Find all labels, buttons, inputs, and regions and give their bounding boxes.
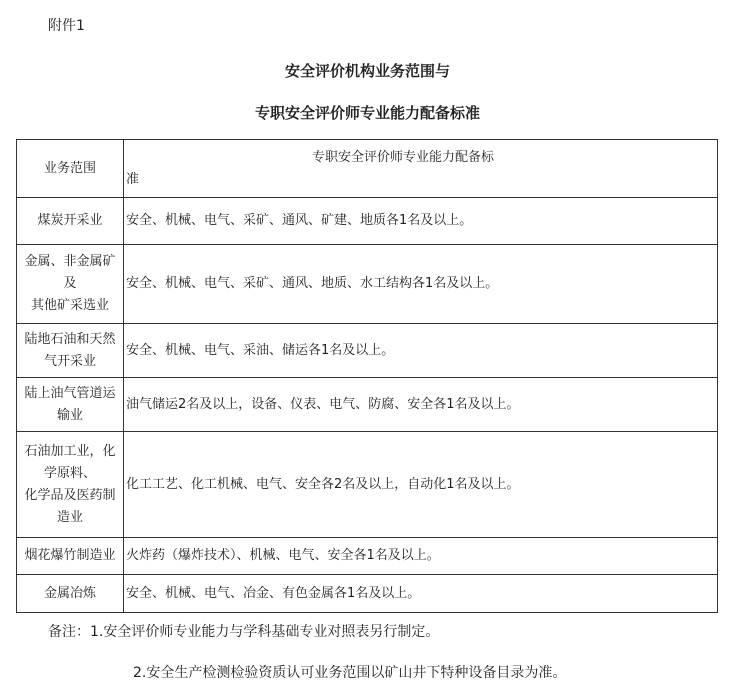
- scope-line: 其他矿采选业: [30, 298, 109, 313]
- attachment-label: 附件1: [48, 18, 85, 34]
- row-standard: 化工工艺、化工机械、电气、安全各2名及以上，自动化1名及以上。: [124, 432, 718, 538]
- note-1: 备注：1.安全评价师专业能力与学科基础专业对照表另行制定。: [48, 624, 440, 640]
- header-standard-line1: 专职安全评价师专业能力配备标: [312, 149, 495, 165]
- row-scope: [17, 432, 124, 538]
- row-scope: [17, 378, 124, 432]
- table-row: [17, 538, 718, 575]
- scope-line: 化学品及医药制: [24, 487, 116, 503]
- scope-line: 输业: [56, 407, 83, 423]
- table-row: [17, 378, 718, 432]
- row-scope: [17, 245, 124, 324]
- scope-line: 金属冶炼: [43, 585, 96, 601]
- table-row: [17, 245, 718, 324]
- row-standard: 安全、机械、电气、采油、储运各1名及以上。: [124, 324, 718, 378]
- table-row: [17, 198, 718, 245]
- scope-line: 陆上油气管道运: [24, 385, 116, 401]
- scope-line: 气开采业: [43, 353, 96, 369]
- row-scope: [17, 538, 124, 575]
- row-scope: [17, 198, 124, 245]
- table-row: [17, 432, 718, 538]
- row-standard: 火炸药（爆炸技术）、机械、电气、安全各1名及以上。: [124, 538, 718, 575]
- row-standard: 安全、机械、电气、采矿、通风、矿建、地质各1名及以上。: [124, 198, 718, 245]
- scope-line: 煤炭开采业: [37, 213, 103, 228]
- row-standard: 安全、机械、电气、冶金、有色金属各1名及以上。: [124, 575, 718, 613]
- row-scope: [17, 324, 124, 378]
- standards-table: [16, 139, 718, 613]
- table-header-row: [17, 140, 718, 198]
- document-title-line2: 专职安全评价师专业能力配备标准: [254, 104, 480, 122]
- scope-line: 金属、非金属矿: [24, 254, 116, 269]
- scope-line: 烟花爆竹制造业: [24, 548, 116, 563]
- table-row: [17, 575, 718, 613]
- row-standard: 安全、机械、电气、采矿、通风、地质、水工结构各1名及以上。: [124, 245, 718, 324]
- table-row: [17, 324, 718, 378]
- note-2: 2.安全生产检测检验资质认可业务范围以矿山井下特种设备目录为准。: [133, 665, 567, 681]
- document-title-line1: 安全评价机构业务范围与: [284, 62, 450, 80]
- header-scope: 业务范围: [17, 140, 124, 198]
- scope-line: 造业: [56, 509, 83, 525]
- row-standard: 油气储运2名及以上，设备、仪表、电气、防腐、安全各1名及以上。: [124, 378, 718, 432]
- scope-line: 学原料、: [43, 465, 96, 481]
- scope-line: 陆地石油和天然: [24, 331, 116, 347]
- header-standard: [124, 140, 718, 198]
- scope-line: 及: [63, 276, 77, 291]
- scope-line: 石油加工业，化: [24, 443, 116, 459]
- header-standard-line2: 准: [126, 171, 140, 187]
- row-scope: [17, 575, 124, 613]
